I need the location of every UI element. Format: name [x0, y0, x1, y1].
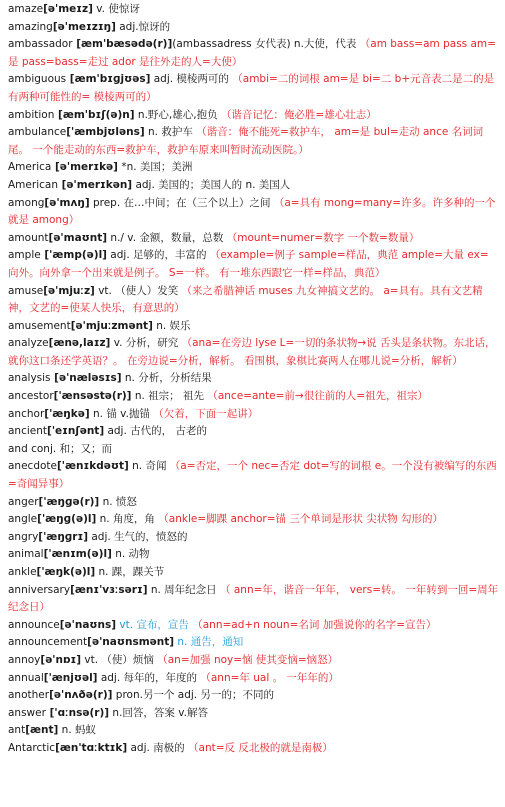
- entry-note: （am bass=am pass am=是 pass=bass=走过 ador 是往外走的人=大使）: [8, 38, 496, 68]
- entry: [8, 1, 499, 19]
- entry-definition: n. 动物: [111, 548, 150, 561]
- entry-note: （a=否定，一个 nec=否定 dot=写的词根 e。一个没有被编写的东西=奇闻异事）: [8, 460, 497, 491]
- entry-phonetic: [ə'maʊnt]: [48, 231, 108, 244]
- entry-phonetic: [ə'meɪz]: [43, 3, 93, 15]
- entry-note: （example=例子 sample=样品，典范 ample=大量 ex=向外。向外拿一个出来就是例子。 S=一样。 有一堆东西跟它一样=样品，典范）: [8, 249, 489, 279]
- entry: [8, 529, 499, 547]
- entry-phonetic: [ə'mʌŋ]: [44, 196, 90, 209]
- entry-definition: n.回答，答案 v.解答: [109, 706, 208, 719]
- entry-note: （ant=反 反北极的就是南极）: [188, 741, 333, 754]
- entry-phonetic: ['eɪnʃənt]: [47, 425, 105, 438]
- entry: [8, 722, 499, 740]
- entry-definition: conj. 和；又；而: [27, 442, 113, 455]
- entry-definition: *n. 美国；美洲: [117, 161, 193, 174]
- entry-phonetic: [æm'bɪɡjʊəs]: [66, 73, 151, 86]
- entry-note: （ance=ante=前→很往前的人=祖先，祖宗）: [207, 390, 429, 403]
- entry: [8, 124, 499, 159]
- entry-word: ancestor: [8, 390, 54, 403]
- entry-definition: n. 锚 v.抛锚: [89, 407, 150, 420]
- entry-phonetic: [ə'nʌðə(r)]: [49, 689, 113, 702]
- entry: [8, 582, 499, 617]
- entry-word: annual: [8, 671, 44, 684]
- entry: [8, 370, 499, 388]
- entry: [8, 687, 499, 705]
- entry-word: amazing: [8, 20, 53, 33]
- entry-definition: adj. 模棱两可的: [150, 73, 229, 86]
- entry: [8, 159, 499, 177]
- entry-word: analysis: [8, 372, 51, 385]
- entry-phonetic: [ænɪ'vɜːsərɪ]: [70, 583, 148, 596]
- entry-definition: pron.另一个 adj. 另一的；不同的: [112, 689, 274, 702]
- entry-word: ample: [8, 249, 41, 262]
- entry-word: announcement: [8, 636, 88, 649]
- entry-word: another: [8, 689, 50, 702]
- entry: [8, 388, 499, 406]
- entry-word: analyze: [8, 337, 49, 350]
- entry-note: （来之希腊神话 muses 九女神搞文艺的。 a=具有。具有文艺精神，文艺的=使某人快乐，有意思的）: [8, 284, 483, 315]
- entry: [8, 230, 499, 248]
- entry-note: （谐音记忆：俺必胜=雄心壮志）: [220, 108, 377, 121]
- entry-phonetic: ['ɑːnsə(r)]: [45, 706, 110, 719]
- entry-word: amount: [8, 231, 49, 244]
- entry: [8, 36, 499, 71]
- entry-word: amaze: [8, 3, 44, 15]
- entry-definition: n. 奇闻: [128, 460, 167, 473]
- entry-definition: n./ v. 金额，数量，总数: [107, 231, 224, 244]
- entry: [8, 546, 499, 564]
- entry-note: （ankle=脚踝 anchor=锚 三个单词是形状 尖状物 勾形的）: [158, 513, 444, 526]
- entry-definition: adj. 南极的: [127, 741, 185, 754]
- entry-phonetic: ['æmbjʊləns]: [66, 126, 145, 139]
- entry-word: anecdote: [8, 460, 57, 473]
- entry-definition: n. 角度，角: [96, 513, 155, 526]
- entry: [8, 406, 499, 424]
- entry-word: angle: [8, 513, 38, 526]
- entry: [8, 511, 499, 529]
- entry-word: anger: [8, 495, 39, 508]
- entry-phonetic: ['ænsəstə(r)]: [53, 390, 132, 403]
- entry-phonetic: [æn'tɑːktɪk]: [55, 741, 128, 754]
- entry-word: ambulance: [8, 126, 67, 139]
- entry-note: （谐音：俺不能死=救护车， am=是 bul=走动 ance 名词词尾。 一个能走动的东西=救护车，救护车原来叫暂时流动医院。）: [8, 126, 484, 156]
- entry-note: （ana=在旁边 lyse L=一切的条状物→说 舌头是条状物。东北话，就你这口条还学英语？。 在旁边说=分析，解析。 看围棋，象棋比赛两人在哪儿说=分析，解析）: [8, 337, 496, 367]
- entry-definition: v. 分析，研究: [110, 337, 179, 350]
- entry-word: anniversary: [8, 583, 71, 596]
- entry: [8, 441, 499, 459]
- entry-phonetic: [æm'bɪʃ(ə)n]: [54, 108, 135, 121]
- entry-definition: n. 娱乐: [152, 319, 191, 332]
- entry-word: among: [8, 196, 45, 209]
- entry-note: （a=具有 mong=many=许多。许多种的一个就是 among）: [8, 196, 496, 227]
- entry-word: announce: [8, 618, 60, 631]
- entry-word: American: [8, 178, 58, 191]
- entry-word: ambiguous: [8, 73, 67, 86]
- entry-phonetic: ['æŋɡ(ə)l]: [37, 513, 97, 526]
- entry-definition: n.野心,雄心,抱负: [134, 108, 218, 121]
- entry: [8, 705, 499, 723]
- entry-definition: n. 分析，分析结果: [121, 372, 212, 385]
- entry-definition: prep. 在…中间；在（三个以上）之间: [89, 196, 271, 209]
- entry-definition: n. 祖宗； 祖先: [131, 390, 204, 403]
- entry-word: anchor: [8, 407, 45, 420]
- entry-definition: vt. （使人）发笑: [94, 284, 179, 297]
- entry-definition: adj. 美国的；美国人的 n. 美国人: [132, 178, 291, 191]
- entry-word: ancient: [8, 425, 48, 438]
- entry-word: annoy: [8, 653, 41, 666]
- entry-note: （欠着，下面一起讲）: [153, 407, 259, 420]
- entry-definition: n. 周年纪念日: [147, 583, 217, 596]
- entry-phonetic: ['æŋɡə(r)]: [38, 495, 100, 508]
- entry-phonetic: ['ænɪkdəʊt]: [57, 460, 129, 473]
- entry-definition: adj. 足够的，丰富的: [106, 249, 207, 262]
- entry-definition: v. 使惊讶: [96, 3, 140, 15]
- entry: [8, 634, 499, 652]
- entry-word: amuse: [8, 284, 44, 297]
- entry-definition: adj. 生气的，愤怒的: [88, 530, 188, 543]
- entry-phonetic: [ə'naʊns]: [59, 618, 117, 631]
- entry-definition: n. 踝，踝关节: [95, 566, 165, 578]
- entry: [8, 740, 499, 758]
- entry: [8, 458, 499, 493]
- entry-phonetic: ['æŋk(ə)l]: [36, 566, 96, 578]
- entry-phonetic: [ə'merɪkə]: [51, 161, 118, 174]
- entry: [8, 670, 499, 688]
- entry-phonetic: ['ænɪm(ə)l]: [43, 548, 112, 561]
- entry-phonetic: [ə'næləsɪs]: [50, 372, 122, 385]
- entry-definition-blue: n. 通告，通知: [174, 636, 244, 649]
- entry-phonetic: [ænə,laɪz]: [48, 337, 111, 350]
- entry: [8, 494, 499, 512]
- entry-definition: adj.惊讶的: [119, 20, 171, 33]
- entry-word: ambition: [8, 108, 55, 121]
- entry-phonetic: ['æmp(ə)l]: [40, 249, 107, 262]
- entry: [8, 107, 499, 125]
- entry: [8, 195, 499, 230]
- entry-phonetic: [ænt]: [25, 724, 59, 737]
- entry: [8, 564, 499, 582]
- entry: [8, 423, 499, 441]
- entry-definition: n. 愤怒: [99, 495, 137, 508]
- entry-phonetic: [æm'bæsədə(r)]: [72, 38, 173, 51]
- entry-phonetic: ['æŋɡrɪ]: [38, 530, 89, 543]
- entry: [8, 617, 499, 635]
- entry-word: angry: [8, 530, 39, 543]
- entry-note: （an=加强 noy=恼 使其变恼=恼怒）: [157, 653, 339, 666]
- entry-word: animal: [8, 548, 44, 561]
- entry-word: and: [8, 442, 28, 455]
- entry-word: answer: [8, 706, 46, 719]
- entry-phonetic: [ə'naʊnsmənt]: [87, 636, 175, 649]
- entry-word: ant: [8, 724, 26, 737]
- entry-note: （mount=numer=数字 一个数=数量）: [226, 231, 420, 244]
- entry-definition: adj. 古代的， 古老的: [104, 425, 207, 438]
- entry-note: （ ann=年，谐音一年年， vers=转。 一年转到一回=周年纪念日）: [8, 583, 499, 614]
- entry-word: amusement: [8, 319, 71, 332]
- entry: [8, 19, 499, 37]
- entry-definition: adj. 每年的，年度的: [97, 671, 198, 684]
- entry-phonetic: [ə'nɒɪ]: [40, 653, 82, 666]
- entry-word: ankle: [8, 566, 37, 578]
- entry-word: Antarctic: [8, 741, 56, 754]
- entry-definition: (ambassadress 女代表) n.大使，代表: [172, 38, 357, 51]
- entry-phonetic: ['ænjʊəl]: [43, 671, 98, 684]
- entry-phonetic: [ə'mjuːzmənt]: [70, 319, 153, 332]
- entry-note: （ann=年 ual 。 一年年的）: [200, 671, 339, 684]
- entry-word: America: [8, 161, 52, 174]
- entry: [8, 652, 499, 670]
- entry-definition: vt. （使）烦恼: [81, 653, 154, 666]
- entry: [8, 71, 499, 106]
- entry-definition-blue: vt. 宣布，宣告: [116, 618, 189, 631]
- entry-definition: n. 蚂蚁: [58, 724, 96, 737]
- entry: [8, 283, 499, 318]
- entry-phonetic: [ə'mjuːz]: [43, 284, 95, 297]
- entry-phonetic: ['æŋkə]: [44, 407, 90, 420]
- entry-note: （ann=ad+n noun=名词 加强说你的名字=宣告）: [192, 618, 437, 631]
- entry-word: ambassador: [8, 38, 73, 51]
- entry-phonetic: [ə'meɪzɪŋ]: [52, 20, 116, 33]
- entry-definition: n. 救护车: [144, 126, 193, 139]
- entry: [8, 318, 499, 336]
- entry: [8, 335, 499, 370]
- entry-phonetic: [ə'merɪkən]: [57, 178, 133, 191]
- entry-note: （ambi=二的词根 am=是 bi=二 b+元音表二是二的是有两种可能性的= 模棱两可的）: [8, 73, 495, 103]
- entry: [8, 177, 499, 195]
- entry: [8, 247, 499, 282]
